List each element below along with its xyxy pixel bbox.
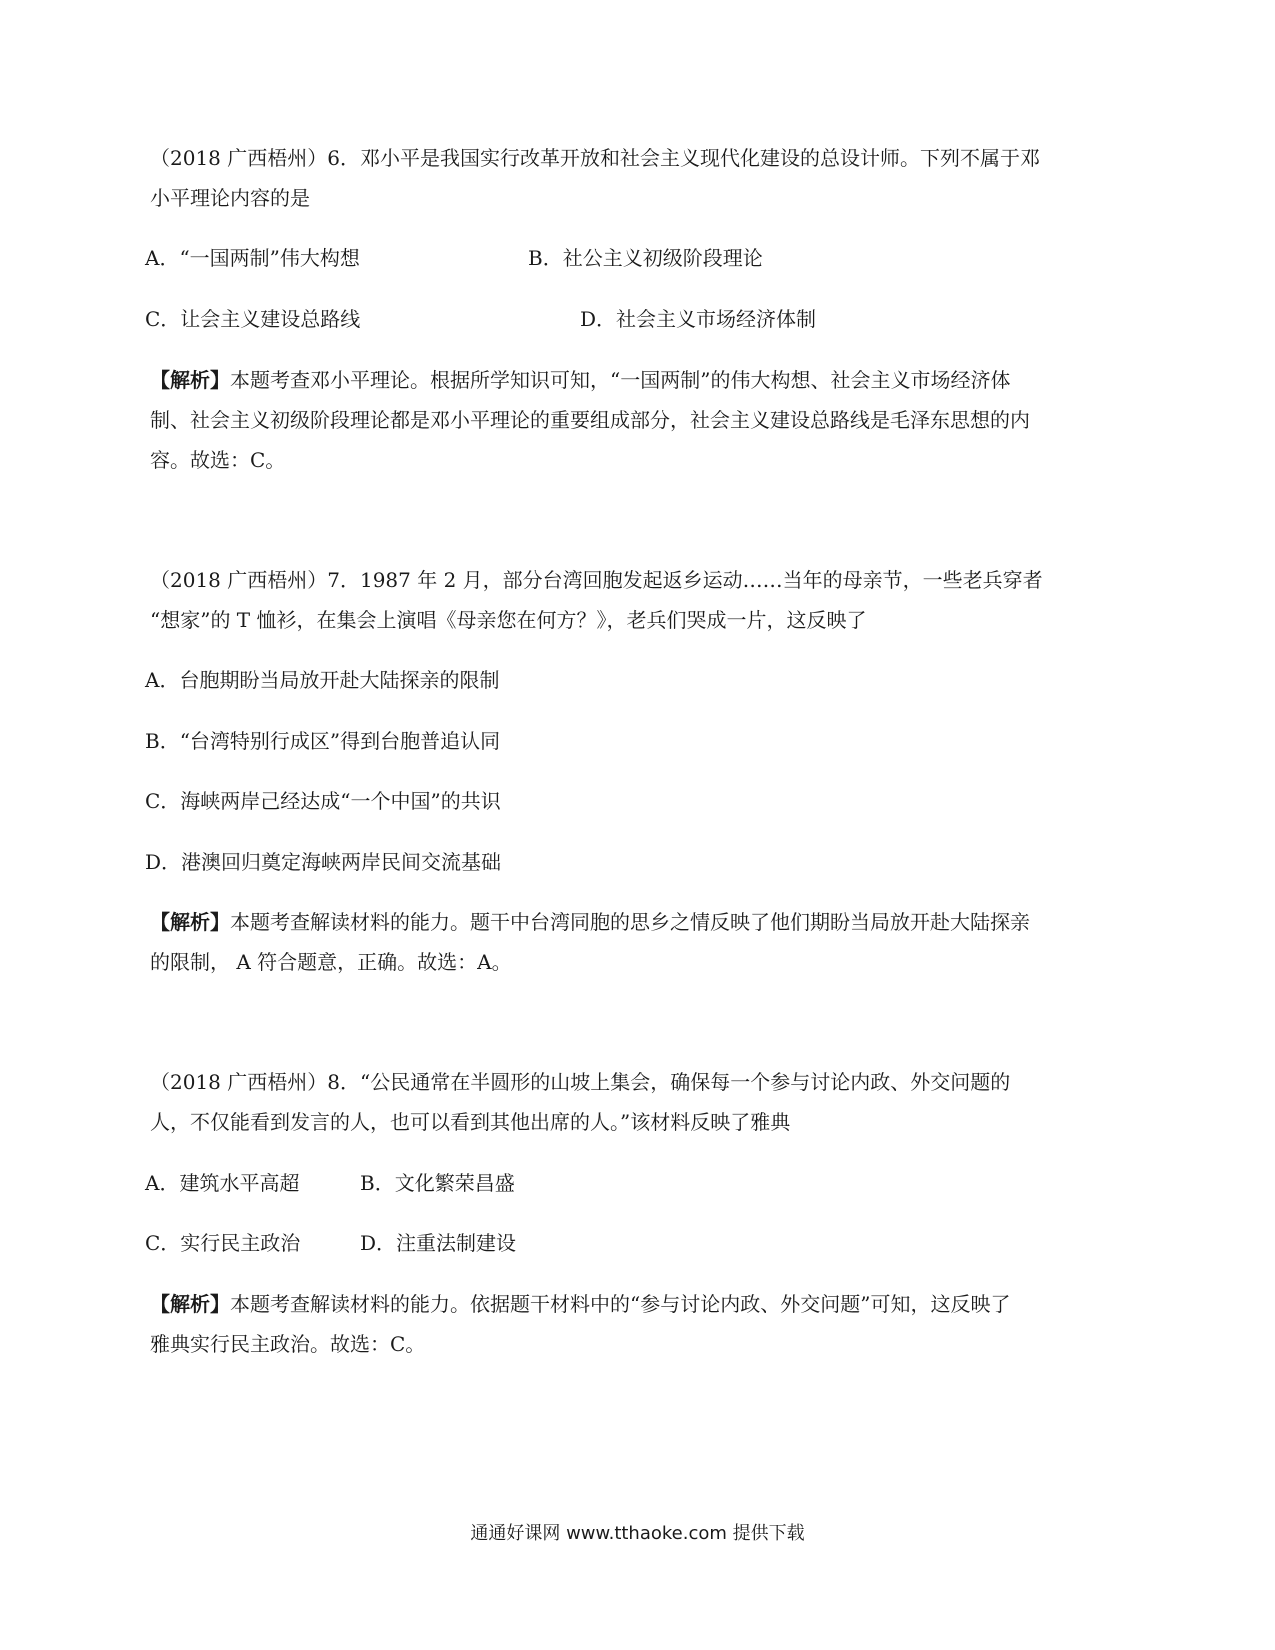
question-7-option-d: D．港澳回归奠定海峡两岸民间交流基础 — [145, 850, 502, 874]
question-6-analysis-line1 — [150, 368, 1010, 392]
question-7-stem-line2: “想家”的 T 恤衫，在集会上演唱《母亲您在何方？》，老兵们哭成一片，这反映了 — [150, 608, 867, 632]
question-8-stem-line1: （2018 广西梧州）8．“公民通常在半圆形的山坡上集会，确保每一个参与讨论内政、外交问题的 — [150, 1070, 1011, 1094]
question-7-option-b: B．“台湾特别行成区”得到台胞普追认同 — [145, 729, 501, 753]
question-8-option-a: A．建筑水平高超 — [145, 1171, 300, 1195]
question-8-analysis-line2: 雅典实行民主政治。故选：C。 — [150, 1332, 426, 1356]
analysis-text: 本题考查解读材料的能力。题干中台湾同胞的思乡之情反映了他们期盼当局放开赴大陆探亲 — [230, 910, 1030, 934]
analysis-text: 本题考查邓小平理论。根据所学知识可知，“一国两制”的伟大构想、社会主义市场经济体 — [230, 368, 1011, 392]
question-7-analysis-line2: 的限制， A 符合题意，正确。故选：A。 — [150, 950, 512, 974]
question-6-option-b: B．社公主义初级阶段理论 — [528, 246, 763, 270]
footer-download-notice: 通通好课网 www.tthaoke.com 提供下载 — [470, 1523, 805, 1544]
analysis-tag: 【解析】 — [150, 368, 230, 392]
question-8-stem-line2: 人，不仅能看到发言的人，也可以看到其他出席的人。”该材料反映了雅典 — [150, 1110, 791, 1134]
question-7-stem-line1: （2018 广西梧州）7．1987 年 2 月，部分台湾回胞发起返乡运动……当年的母亲节，一些老兵穿者 — [150, 568, 1043, 592]
question-7-analysis-line1 — [150, 910, 1030, 934]
question-7-option-a: A．台胞期盼当局放开赴大陆探亲的限制 — [145, 668, 500, 692]
question-6-option-a: A．“一国两制”伟大构想 — [145, 246, 360, 270]
question-6-option-c: C．让会主义建设总路线 — [145, 307, 361, 331]
analysis-tag: 【解析】 — [150, 1292, 230, 1316]
question-8-analysis-line1 — [150, 1292, 1010, 1316]
question-8-option-c: C．实行民主政治 — [145, 1231, 301, 1255]
question-6-analysis-line3: 容。故选：C。 — [150, 448, 286, 472]
analysis-tag: 【解析】 — [150, 910, 230, 934]
question-8-option-b: B．文化繁荣昌盛 — [360, 1171, 515, 1195]
question-6-stem-line1: （2018 广西梧州）6．邓小平是我国实行改革开放和社会主义现代化建设的总设计师。下列不属于邓 — [150, 146, 1040, 170]
question-6-analysis-line2: 制、社会主义初级阶段理论都是邓小平理论的重要组成部分，社会主义建设总路线是毛泽东思想的内 — [150, 408, 1030, 432]
question-6-option-d: D．社会主义市场经济体制 — [580, 307, 817, 331]
question-7-option-c: C．海峡两岸己经达成“一个中国”的共识 — [145, 789, 501, 813]
analysis-text: 本题考查解读材料的能力。依据题干材料中的“参与讨论内政、外交问题”可知，这反映了 — [230, 1292, 1011, 1316]
question-6-stem-line2: 小平理论内容的是 — [150, 186, 310, 210]
question-8-option-d: D．注重法制建设 — [360, 1231, 517, 1255]
